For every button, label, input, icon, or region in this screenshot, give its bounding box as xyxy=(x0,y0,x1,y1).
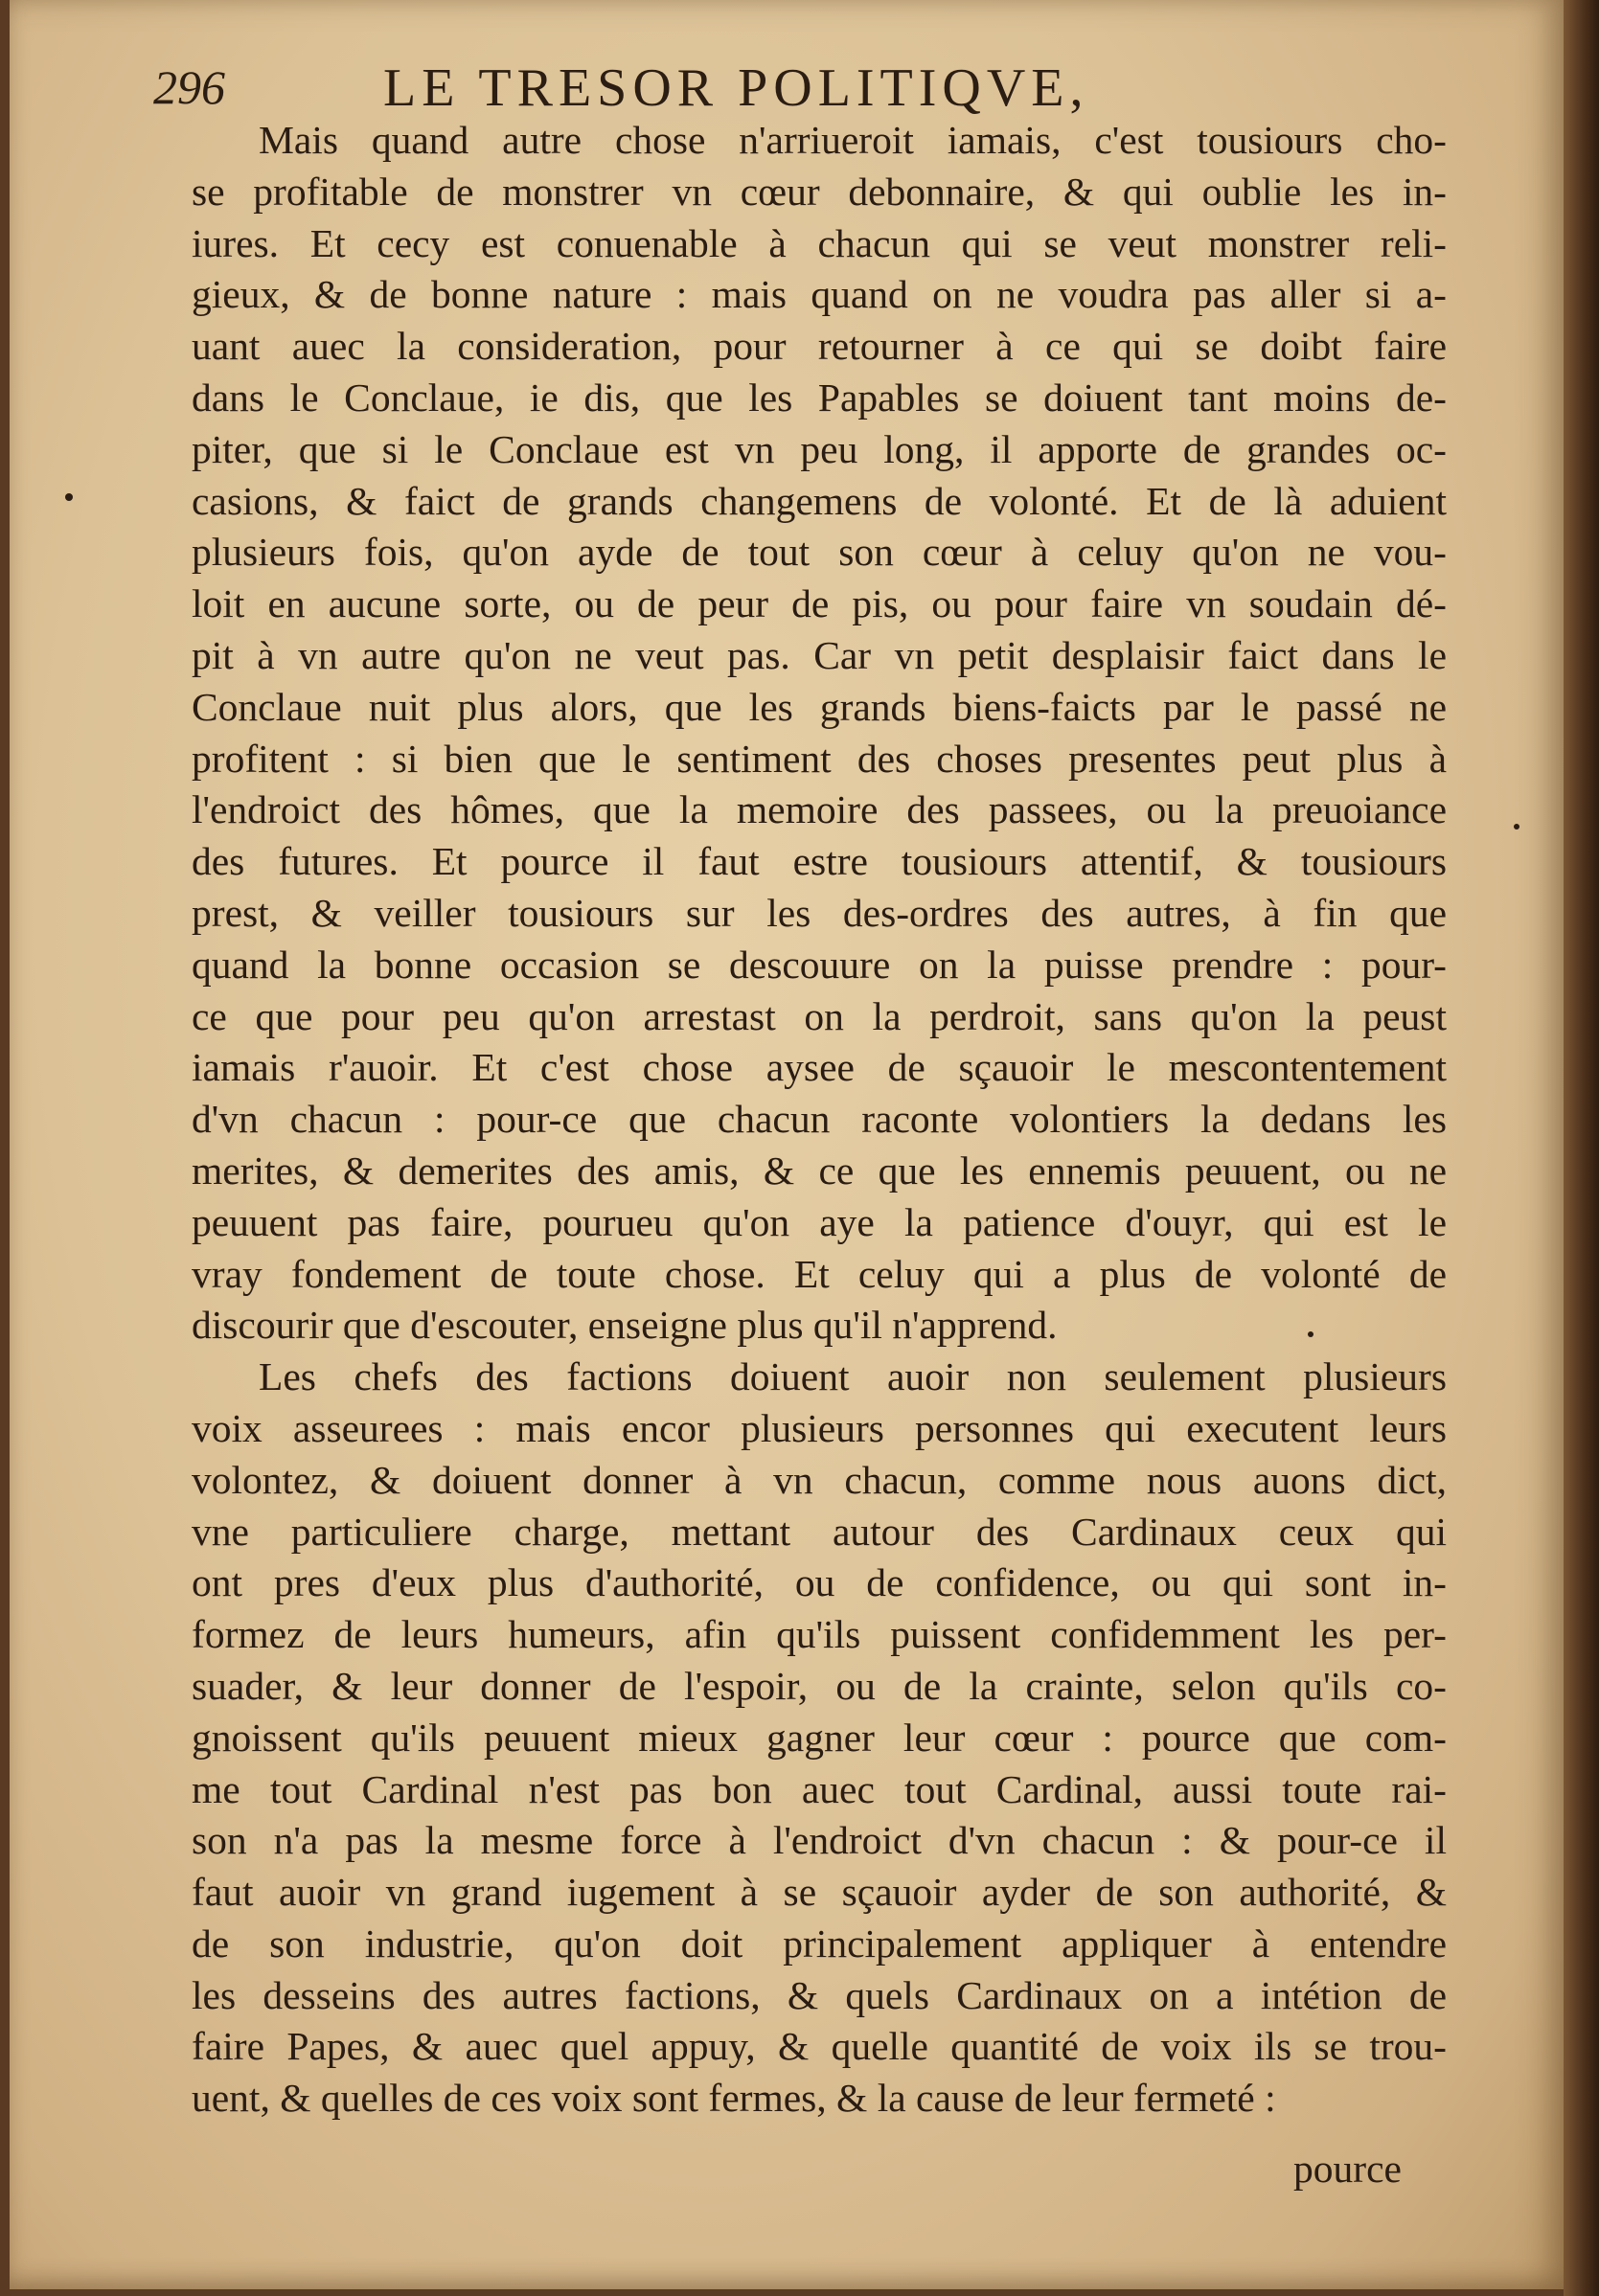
text-line: voix asseurees : mais encor plusieurs personnes qui executent leurs xyxy=(192,1405,1447,1450)
text-line: casions, & faict de grands changemens de volonté. Et de là aduient xyxy=(192,478,1447,523)
ink-speck xyxy=(1514,824,1519,830)
text-line: ce que pour peu qu'on arrestast on la perdroit, sans qu'on la peust xyxy=(192,993,1447,1038)
text-line: volontez, & doiuent donner à vn chacun, comme nous auons dict, xyxy=(192,1457,1447,1502)
text-line: l'endroict des hômes, que la memoire des passees, ou la preuoiance xyxy=(192,787,1447,832)
text-line: uent, & quelles de ces voix sont fermes, & la cause de leur fermeté : xyxy=(192,2076,1276,2121)
book-page xyxy=(10,0,1564,2289)
text-line: piter, que si le Conclaue est vn peu long, il apporte de grandes oc- xyxy=(192,426,1447,471)
text-line: gnoissent qu'ils peuuent mieux gagner leur cœur : pource que com- xyxy=(192,1715,1447,1760)
text-line: quand la bonne occasion se descouure on la puisse prendre : pour- xyxy=(192,942,1447,987)
ink-speck xyxy=(65,493,73,501)
text-line: d'vn chacun : pour-ce que chacun raconte volontiers la dedans les xyxy=(192,1097,1447,1142)
ink-speck xyxy=(1308,1331,1313,1337)
text-line: ont pres d'eux plus d'authorité, ou de confidence, ou qui sont in- xyxy=(192,1560,1447,1605)
text-line: Mais quand autre chose n'arriueroit iamais, c'est tousiours cho- xyxy=(259,118,1447,162)
text-line: Les chefs des factions doiuent auoir non seulement plusieurs xyxy=(259,1354,1447,1399)
running-title: LE TRESOR POLITIQVE, xyxy=(383,58,1089,118)
text-line: dans le Conclaue, ie dis, que les Papables se doiuent tant moins de- xyxy=(192,375,1447,420)
text-line: me tout Cardinal n'est pas bon auec tout Cardinal, aussi toute rai- xyxy=(192,1766,1447,1811)
text-line: son n'a pas la mesme force à l'endroict d'vn chacun : & pour-ce il xyxy=(192,1818,1447,1863)
text-line: pit à vn autre qu'on ne veut pas. Car vn petit desplaisir faict dans le xyxy=(192,632,1447,677)
text-line: formez de leurs humeurs, afin qu'ils puissent confidemment les per- xyxy=(192,1612,1447,1657)
text-line: loit en aucune sorte, ou de peur de pis, ou pour faire vn soudain dé- xyxy=(192,581,1447,626)
text-line: iamais r'auoir. Et c'est chose aysee de sçauoir le mescontentement xyxy=(192,1045,1447,1090)
text-line: prest, & veiller tousiours sur les des-ordres des autres, à fin que xyxy=(192,890,1447,935)
text-line: profitent : si bien que le sentiment des choses presentes peut plus à xyxy=(192,736,1447,781)
text-line: peuuent pas faire, pourueu qu'on aye la patience d'ouyr, qui est le xyxy=(192,1199,1447,1244)
text-body xyxy=(192,115,1447,2125)
page-edge xyxy=(1564,0,1599,2296)
text-line: faire Papes, & auec quel appuy, & quelle quantité de voix ils se trou- xyxy=(192,2024,1447,2069)
text-line: faut auoir vn grand iugement à se sçauoir ayder de son authorité, & xyxy=(192,1870,1447,1915)
page-number: 296 xyxy=(153,60,225,114)
text-line: vne particuliere charge, mettant autour des Cardinaux ceux qui xyxy=(192,1509,1447,1554)
catchword: pource xyxy=(1293,2147,1402,2191)
text-line: iures. Et cecy est conuenable à chacun qui se veut monstrer reli- xyxy=(192,220,1447,265)
text-line: merites, & demerites des amis, & ce que les ennemis peuuent, ou ne xyxy=(192,1148,1447,1193)
text-line: vray fondement de toute chose. Et celuy qui a plus de volonté de xyxy=(192,1251,1447,1296)
text-line: les desseins des autres factions, & quels Cardinaux on a intétion de xyxy=(192,1972,1447,2017)
text-line: de son industrie, qu'on doit principalement appliquer à entendre xyxy=(192,1921,1447,1966)
text-line: suader, & leur donner de l'espoir, ou de la crainte, selon qu'ils co- xyxy=(192,1663,1447,1708)
text-line: des futures. Et pource il faut estre tousiours attentif, & tousiours xyxy=(192,839,1447,884)
text-line: plusieurs fois, qu'on ayde de tout son cœur à celuy qu'on ne vou- xyxy=(192,530,1447,575)
text-line: se profitable de monstrer vn cœur debonnaire, & qui oublie les in- xyxy=(192,169,1447,214)
text-line: uant auec la consideration, pour retourner à ce qui se doibt faire xyxy=(192,324,1447,369)
text-line: Conclaue nuit plus alors, que les grands biens-faicts par le passé ne xyxy=(192,684,1447,729)
text-line: gieux, & de bonne nature : mais quand on ne voudra pas aller si a- xyxy=(192,272,1447,317)
text-line: discourir que d'escouter, enseigne plus qu'il n'apprend. xyxy=(192,1303,1058,1348)
